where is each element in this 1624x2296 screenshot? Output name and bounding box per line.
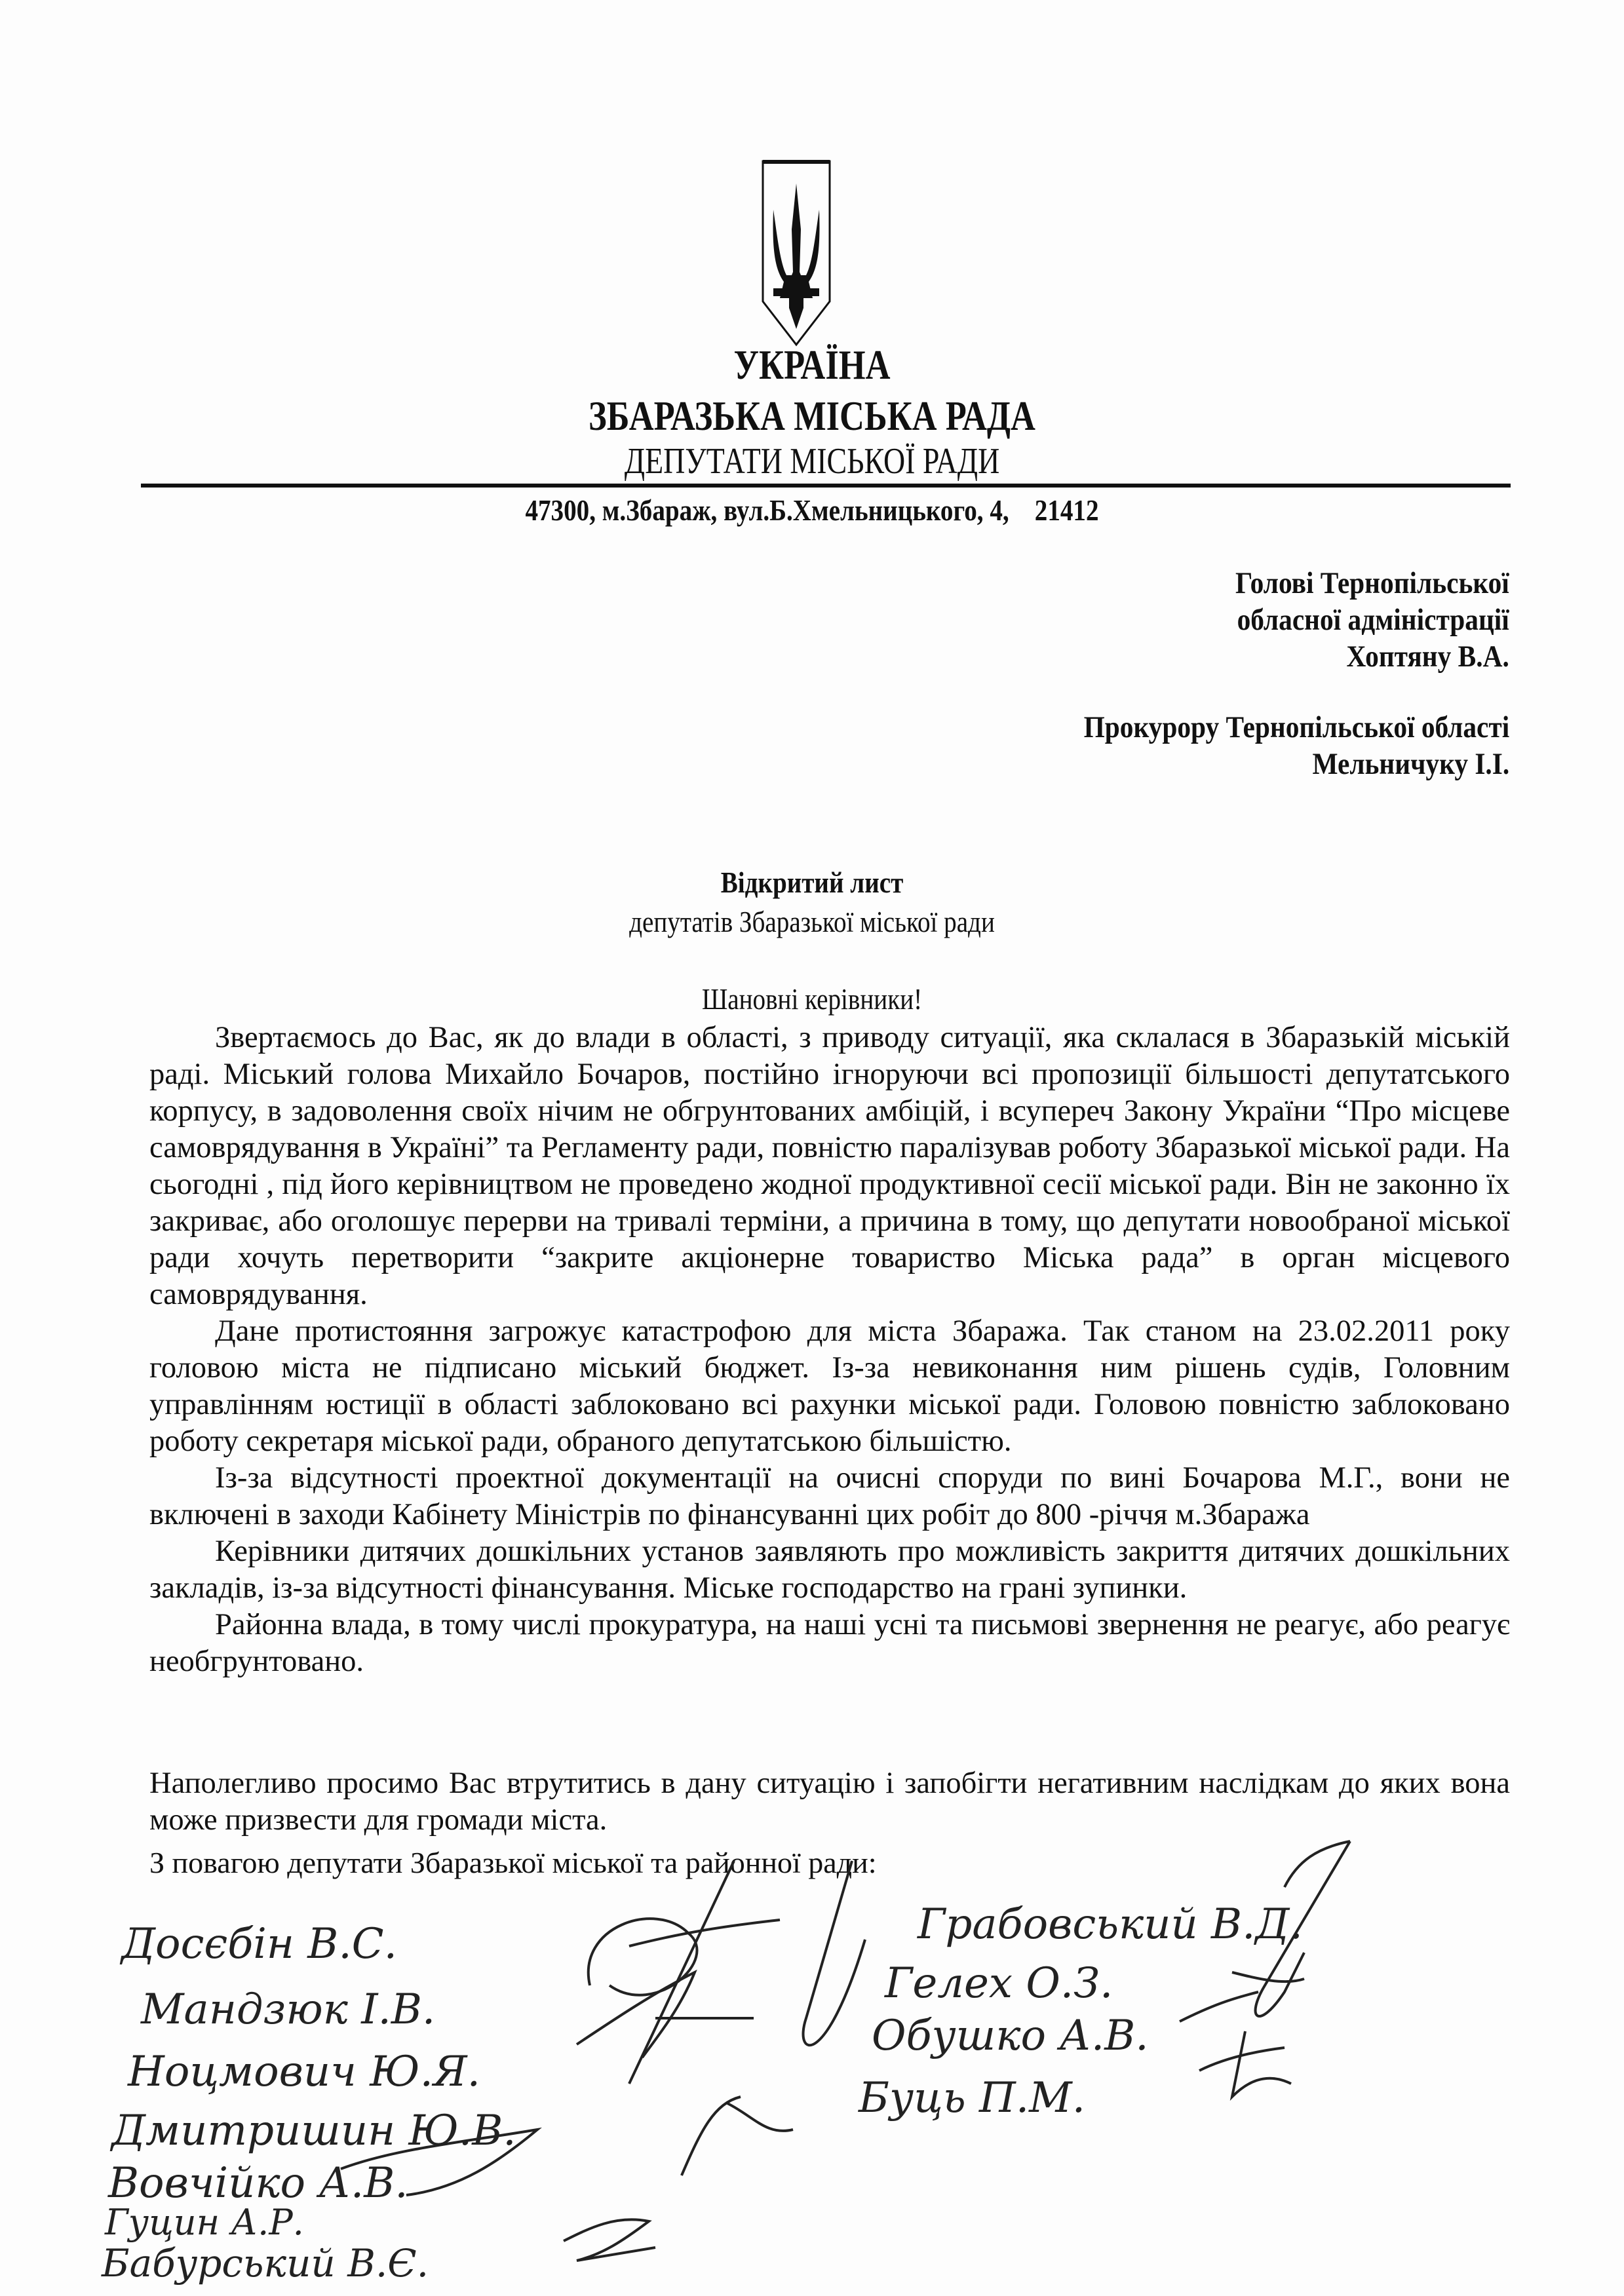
letterhead-divider <box>141 484 1511 488</box>
letterhead-address: 47300, м.Збараж, вул.Б.Хмельницького, 4, 21412 <box>525 493 1099 527</box>
signature-scribble <box>1180 1972 1304 2021</box>
recipient-line: Прокурору Тернопільської області <box>1083 710 1509 744</box>
signature-scribble <box>682 2097 793 2175</box>
signature-scribble <box>1256 1841 1350 2016</box>
letter-title: Відкритий лист <box>720 866 904 899</box>
recipient-governor <box>1235 565 1509 675</box>
letter-body <box>149 1020 1510 1680</box>
recipient-prosecutor <box>1083 709 1509 782</box>
recipient-line: Мельничуку І.І. <box>1312 747 1509 781</box>
body-paragraph: Районна влада, в тому числі прокуратура, на наші усні та письмові звернення не реагує, або реагує необгрунтовано. <box>149 1608 1510 1678</box>
signature-scribble <box>577 1972 754 2057</box>
signature-name: Вовчійко А.В. <box>108 2159 408 2208</box>
signature-scribble <box>803 1861 865 2045</box>
trident-coat-of-arms-icon <box>760 157 832 347</box>
signature-name: Обушко А.В. <box>872 2012 1149 2060</box>
letter-subtitle: депутатів Збаразької міської ради <box>629 905 995 938</box>
signature-name: Мандзюк І.В. <box>141 1985 436 2034</box>
request-paragraph: Наполегливо просимо Вас втрутитись в дану ситуацію і запобігти негативним наслідкам до яких вона може призвести для громади міста. <box>149 1767 1510 1837</box>
signature-scribble <box>589 1861 780 2084</box>
letterhead-deputies: ДЕПУТАТИ МІСЬКОЇ РАДИ <box>624 441 1000 482</box>
recipient-line: Хоптяну В.А. <box>1346 640 1509 674</box>
signature-scribble <box>341 2130 537 2195</box>
signature-name: Бабурський В.Є. <box>102 2241 429 2286</box>
signature-name: Досєбін В.С. <box>121 1920 397 1968</box>
signature-name: Буць П.М. <box>859 2074 1086 2122</box>
letterhead-country: УКРАЇНА <box>733 341 891 388</box>
body-paragraph: Із-за відсутності проектної документації на очисні споруди по вині Бочарова М.Г., вони не включені в заходи Кабінету Міністрів по фінансуванні цих робіт до 800 -річчя м.Збаража <box>149 1461 1510 1531</box>
closing-line: З повагою депутати Збаразької міської та районної ради: <box>149 1846 877 1879</box>
body-paragraph: Звертаємось до Вас, як до влади в області, з приводу ситуації, яка склалася в Збаразькій міській раді. Міський голова Михайло Бочаров, постійно ігноруючи всі пропозиції більшості депутатського корпусу, в задоволення своїх нічим не обгрунтованих амбіцій, і всупереч Закону України “Про місцеве самоврядування в Україні” та Регламенту ради, повністю паралізував роботу Збаразької міської ради. На сьогодні , під його керівництвом не проведено жодної продуктивної сесії міської ради. Він не законно їх закриває, або оголошує перерви на тривалі терміни, а причина в тому, що депутати новообраної міської ради хочуть перетворити “закрите акціонерне товариство Міська рада” в орган місцевого самоврядування. <box>149 1021 1510 1311</box>
signature-scribble <box>564 2219 655 2261</box>
signature-scribble <box>1199 2031 1291 2097</box>
letterhead-council: ЗБАРАЗЬКА МІСЬКА РАДА <box>589 392 1035 439</box>
signature-name: Ноцмович Ю.Я. <box>128 2048 480 2096</box>
salutation: Шановні керівники! <box>701 982 923 1016</box>
recipient-line: обласної адміністрації <box>1237 603 1509 637</box>
body-paragraph: Дане протистояння загрожує катастрофою для міста Збаража. Так станом на 23.02.2011 року головою міста не підписано міський бюджет. Із-за невиконання ним рішень судів, Головним управлінням юстиції в області заблоковано всі рахунки міської ради. Головою повністю заблоковано роботу секретаря міської ради, обраного депутатською більшістю. <box>149 1314 1510 1458</box>
signature-name: Дмитришин Ю.В. <box>111 2107 516 2155</box>
signature-name: Гелех О.З. <box>885 1959 1113 2008</box>
signature-name: Гуцин А.Р. <box>105 2202 304 2243</box>
signature-scribbles <box>0 1822 1624 2296</box>
signature-name: Грабовський В.Д. <box>918 1900 1303 1949</box>
recipient-line: Голові Тернопільської <box>1235 566 1509 600</box>
body-paragraph: Керівники дитячих дошкільних установ заявляють про можливість закриття дитячих дошкільних закладів, із-за відсутності фінансування. Міське господарство на грані зупинки. <box>149 1535 1510 1605</box>
